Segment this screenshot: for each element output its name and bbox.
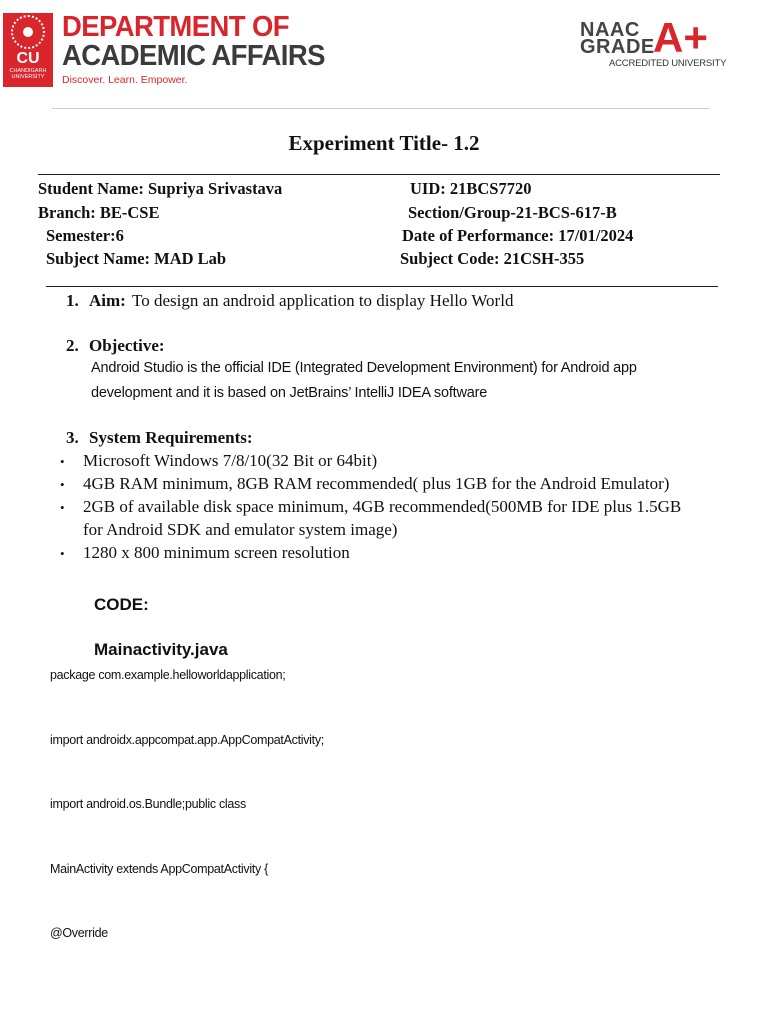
subject-code: Subject Code: 21CSH-355 — [400, 249, 585, 268]
department-title-line2: ACADEMIC AFFAIRS — [62, 38, 325, 72]
header-divider — [52, 108, 710, 109]
bullet-icon: • — [60, 546, 65, 561]
objective-line: Android Studio is the official IDE (Integrated Development Environment) for Android app — [91, 360, 637, 376]
university-logo — [3, 13, 53, 87]
code-line: package com.example.helloworldapplication; — [50, 668, 286, 682]
university-seal-icon — [11, 15, 45, 49]
requirement-item-continued: for Android SDK and emulator system image) — [83, 520, 398, 539]
requirements-label: System Requirements: — [89, 428, 253, 447]
semester: Semester:6 — [46, 226, 124, 245]
student-name: Student Name: Supriya Srivastava — [38, 179, 283, 198]
objective-line: development and it is based on JetBrains’ IntelliJ IDEA software — [91, 385, 488, 401]
requirement-item: 1280 x 800 minimum screen resolution — [83, 543, 350, 562]
tagline: Discover. Learn. Empower. — [62, 74, 188, 86]
section-group: Section/Group-21-BCS-617-B — [408, 203, 617, 222]
requirements-number: 3. — [66, 428, 79, 447]
code-line: import androidx.appcompat.app.AppCompatActivity; — [50, 733, 324, 747]
code-line: import android.os.Bundle;public class — [50, 797, 246, 811]
aim-text: To design an android application to display Hello World — [132, 291, 514, 310]
bullet-icon: • — [60, 500, 65, 515]
accredited-label: ACCREDITED UNIVERSITY — [609, 58, 727, 69]
branch: Branch: BE-CSE — [38, 203, 160, 222]
requirement-item: 4GB RAM minimum, 8GB RAM recommended( plus 1GB for the Android Emulator) — [83, 474, 670, 493]
requirement-item: Microsoft Windows 7/8/10(32 Bit or 64bit) — [83, 451, 378, 470]
requirement-item: 2GB of available disk space minimum, 4GB recommended(500MB for IDE plus 1.5GB — [83, 497, 682, 516]
aim-number: 1. — [66, 291, 79, 310]
experiment-title: Experiment Title- 1.2 — [288, 131, 480, 155]
grade-badge: A+ — [653, 14, 708, 61]
objective-number: 2. — [66, 336, 79, 355]
code-heading: CODE: — [94, 595, 149, 614]
info-top-rule — [38, 174, 720, 175]
info-bottom-rule — [46, 286, 718, 287]
aim-label: Aim: — [89, 291, 126, 310]
subject-name: Subject Name: MAD Lab — [46, 249, 227, 268]
logo-text: CU — [16, 50, 40, 67]
bullet-icon: • — [60, 454, 65, 469]
code-line: MainActivity extends AppCompatActivity { — [50, 862, 268, 876]
logo-subtext: CHANDIGARH UNIVERSITY — [9, 68, 47, 80]
naac-label: NAAC — [580, 19, 640, 41]
code-line: @Override — [50, 926, 108, 940]
student-uid: UID: 21BCS7720 — [410, 179, 532, 198]
date-of-performance: Date of Performance: 17/01/2024 — [402, 226, 634, 245]
grade-label: GRADE — [580, 36, 655, 58]
department-title-line1: DEPARTMENT OF — [62, 9, 289, 43]
bullet-icon: • — [60, 477, 65, 492]
objective-label: Objective: — [89, 336, 165, 355]
code-file-name: Mainactivity.java — [94, 640, 228, 659]
